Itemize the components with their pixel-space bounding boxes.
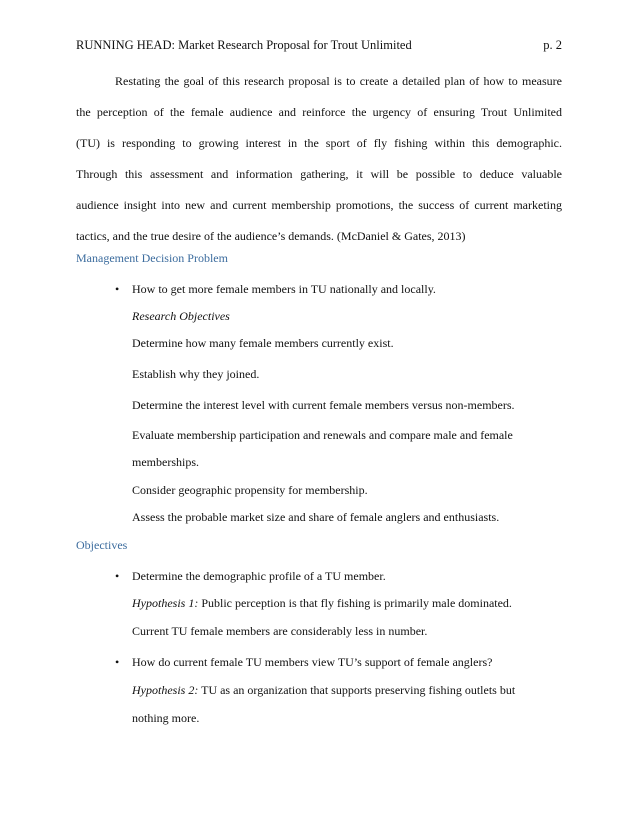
research-objective-item: Evaluate membership participation and renewals and compare male and female	[132, 428, 513, 442]
hypothesis-1	[132, 595, 512, 611]
intro-line-5: audience insight into new and current membership promotions, the success of current marketing	[76, 198, 562, 212]
objectives-bullet-2: How do current female TU members view TU’s support of female anglers?	[132, 655, 493, 669]
heading-objectives: Objectives	[76, 538, 128, 552]
research-objective-item: Establish why they joined.	[132, 367, 260, 381]
intro-line-2: the perception of the female audience and reinforce the urgency of ensuring Trout Unlimited	[76, 105, 562, 119]
hypothesis-2	[132, 682, 515, 698]
research-objective-item: Determine how many female members currently exist.	[132, 336, 394, 350]
intro-line-1: Restating the goal of this research proposal is to create a detailed plan of how to measure	[115, 74, 562, 88]
page-header	[76, 38, 562, 56]
research-objective-item: Assess the probable market size and share of female anglers and enthusiasts.	[132, 510, 500, 524]
hypothesis-2-text: TU as an organization that supports preserving fishing outlets but	[198, 683, 516, 697]
hypothesis-1-continuation: Current TU female members are considerably less in number.	[132, 624, 428, 638]
hypothesis-1-text: Public perception is that fly fishing is primarily male dominated.	[198, 596, 512, 610]
research-objective-item: memberships.	[132, 455, 199, 469]
objectives-bullet-1: Determine the demographic profile of a TU member.	[132, 569, 386, 583]
mdp-bullet-text: How to get more female members in TU nationally and locally.	[132, 282, 436, 296]
research-objectives-heading: Research Objectives	[132, 309, 230, 323]
bullet-icon: •	[115, 655, 120, 669]
intro-line-4: Through this assessment and information gathering, it will be possible to deduce valuable	[76, 167, 562, 181]
bullet-icon: •	[115, 569, 120, 583]
hypothesis-2-label: Hypothesis 2:	[132, 683, 199, 697]
bullet-icon: •	[115, 282, 120, 296]
intro-line-6: tactics, and the true desire of the audience’s demands. (McDaniel & Gates, 2013)	[76, 229, 466, 243]
heading-management-decision-problem: Management Decision Problem	[76, 251, 228, 265]
intro-line-3: (TU) is responding to growing interest in the sport of fly fishing within this demographic.	[76, 136, 562, 150]
hypothesis-2-continuation: nothing more.	[132, 711, 200, 725]
research-objective-item: Consider geographic propensity for membership.	[132, 483, 368, 497]
research-objective-item: Determine the interest level with current female members versus non-members.	[132, 398, 515, 412]
hypothesis-1-label: Hypothesis 1:	[132, 596, 199, 610]
running-head: RUNNING HEAD: Market Research Proposal for Trout Unlimited	[76, 38, 412, 52]
page-number: p. 2	[543, 38, 562, 52]
